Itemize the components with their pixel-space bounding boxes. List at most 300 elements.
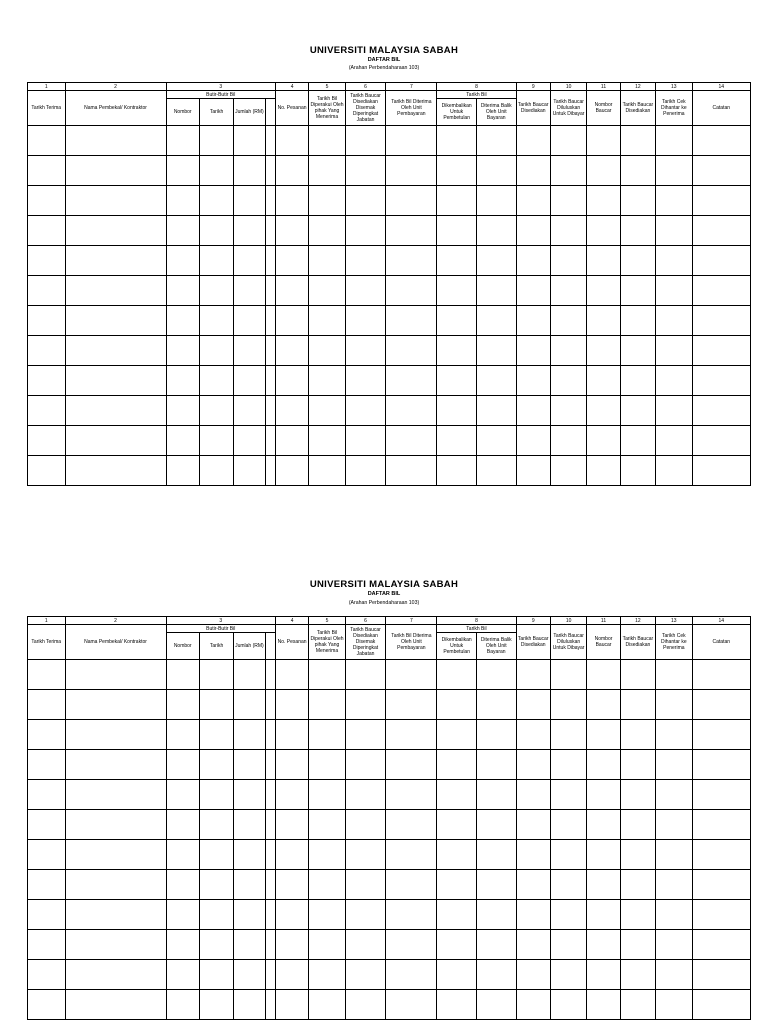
- table-cell[interactable]: [587, 426, 620, 456]
- table-cell[interactable]: [65, 426, 166, 456]
- table-cell[interactable]: [65, 366, 166, 396]
- table-cell[interactable]: [234, 720, 265, 750]
- table-cell[interactable]: [345, 336, 386, 366]
- table-cell[interactable]: [309, 216, 345, 246]
- table-cell[interactable]: [692, 960, 750, 990]
- table-cell[interactable]: [656, 990, 692, 1020]
- table-cell[interactable]: [166, 306, 199, 336]
- table-cell[interactable]: [28, 780, 66, 810]
- table-cell[interactable]: [516, 456, 550, 486]
- table-cell[interactable]: [476, 336, 516, 366]
- table-cell[interactable]: [65, 780, 166, 810]
- table-cell[interactable]: [199, 960, 233, 990]
- table-cell[interactable]: [166, 720, 199, 750]
- table-cell[interactable]: [692, 870, 750, 900]
- table-cell[interactable]: [309, 960, 345, 990]
- table-cell[interactable]: [587, 156, 620, 186]
- table-cell[interactable]: [437, 276, 477, 306]
- table-cell[interactable]: [234, 900, 265, 930]
- table-cell[interactable]: [587, 336, 620, 366]
- table-cell[interactable]: [587, 990, 620, 1020]
- table-cell[interactable]: [65, 246, 166, 276]
- table-cell[interactable]: [692, 720, 750, 750]
- table-cell[interactable]: [656, 750, 692, 780]
- table-cell[interactable]: [234, 960, 265, 990]
- table-cell[interactable]: [516, 870, 550, 900]
- table-cell[interactable]: [386, 750, 437, 780]
- table-cell[interactable]: [265, 456, 275, 486]
- table-cell[interactable]: [550, 216, 586, 246]
- table-cell[interactable]: [587, 216, 620, 246]
- table-cell[interactable]: [476, 960, 516, 990]
- table-cell[interactable]: [516, 750, 550, 780]
- table-cell[interactable]: [28, 840, 66, 870]
- table-cell[interactable]: [476, 396, 516, 426]
- table-cell[interactable]: [166, 750, 199, 780]
- table-cell[interactable]: [309, 900, 345, 930]
- table-cell[interactable]: [234, 750, 265, 780]
- table-cell[interactable]: [386, 336, 437, 366]
- table-cell[interactable]: [345, 276, 386, 306]
- table-cell[interactable]: [166, 780, 199, 810]
- table-cell[interactable]: [656, 840, 692, 870]
- table-cell[interactable]: [166, 840, 199, 870]
- table-cell[interactable]: [166, 810, 199, 840]
- table-cell[interactable]: [656, 900, 692, 930]
- table-cell[interactable]: [386, 840, 437, 870]
- table-cell[interactable]: [345, 396, 386, 426]
- table-cell[interactable]: [275, 750, 308, 780]
- table-cell[interactable]: [692, 156, 750, 186]
- table-cell[interactable]: [309, 690, 345, 720]
- table-cell[interactable]: [476, 216, 516, 246]
- table-cell[interactable]: [656, 810, 692, 840]
- table-cell[interactable]: [234, 660, 265, 690]
- table-cell[interactable]: [265, 840, 275, 870]
- table-cell[interactable]: [275, 216, 308, 246]
- table-cell[interactable]: [692, 810, 750, 840]
- table-cell[interactable]: [656, 660, 692, 690]
- table-cell[interactable]: [550, 750, 586, 780]
- table-cell[interactable]: [166, 990, 199, 1020]
- table-cell[interactable]: [166, 426, 199, 456]
- table-cell[interactable]: [275, 186, 308, 216]
- table-cell[interactable]: [309, 126, 345, 156]
- table-cell[interactable]: [550, 780, 586, 810]
- table-cell[interactable]: [620, 750, 655, 780]
- table-cell[interactable]: [28, 216, 66, 246]
- table-cell[interactable]: [265, 750, 275, 780]
- table-cell[interactable]: [386, 306, 437, 336]
- table-cell[interactable]: [550, 246, 586, 276]
- table-cell[interactable]: [265, 306, 275, 336]
- table-cell[interactable]: [309, 810, 345, 840]
- table-cell[interactable]: [265, 426, 275, 456]
- table-cell[interactable]: [550, 930, 586, 960]
- table-cell[interactable]: [275, 396, 308, 426]
- table-cell[interactable]: [476, 456, 516, 486]
- table-cell[interactable]: [265, 396, 275, 426]
- table-cell[interactable]: [265, 810, 275, 840]
- table-cell[interactable]: [587, 930, 620, 960]
- table-cell[interactable]: [437, 456, 477, 486]
- table-cell[interactable]: [476, 840, 516, 870]
- table-cell[interactable]: [28, 246, 66, 276]
- table-cell[interactable]: [476, 246, 516, 276]
- table-cell[interactable]: [516, 990, 550, 1020]
- table-cell[interactable]: [65, 336, 166, 366]
- table-cell[interactable]: [199, 156, 233, 186]
- table-cell[interactable]: [199, 396, 233, 426]
- table-cell[interactable]: [587, 126, 620, 156]
- table-cell[interactable]: [65, 216, 166, 246]
- table-cell[interactable]: [309, 276, 345, 306]
- table-cell[interactable]: [516, 810, 550, 840]
- table-cell[interactable]: [345, 456, 386, 486]
- table-cell[interactable]: [550, 990, 586, 1020]
- table-cell[interactable]: [275, 246, 308, 276]
- table-cell[interactable]: [516, 246, 550, 276]
- table-cell[interactable]: [309, 780, 345, 810]
- table-cell[interactable]: [265, 246, 275, 276]
- table-cell[interactable]: [28, 306, 66, 336]
- table-cell[interactable]: [234, 990, 265, 1020]
- table-cell[interactable]: [309, 990, 345, 1020]
- table-cell[interactable]: [656, 126, 692, 156]
- table-cell[interactable]: [620, 780, 655, 810]
- table-cell[interactable]: [275, 306, 308, 336]
- table-cell[interactable]: [476, 126, 516, 156]
- table-cell[interactable]: [345, 960, 386, 990]
- table-cell[interactable]: [199, 126, 233, 156]
- table-cell[interactable]: [199, 900, 233, 930]
- table-cell[interactable]: [345, 216, 386, 246]
- table-cell[interactable]: [516, 690, 550, 720]
- table-cell[interactable]: [65, 186, 166, 216]
- table-cell[interactable]: [265, 780, 275, 810]
- table-cell[interactable]: [476, 810, 516, 840]
- table-cell[interactable]: [692, 456, 750, 486]
- table-cell[interactable]: [166, 456, 199, 486]
- table-cell[interactable]: [166, 156, 199, 186]
- table-cell[interactable]: [620, 126, 655, 156]
- table-cell[interactable]: [476, 690, 516, 720]
- table-cell[interactable]: [550, 276, 586, 306]
- table-cell[interactable]: [65, 720, 166, 750]
- table-cell[interactable]: [234, 276, 265, 306]
- table-cell[interactable]: [309, 366, 345, 396]
- table-cell[interactable]: [516, 156, 550, 186]
- table-cell[interactable]: [587, 660, 620, 690]
- table-cell[interactable]: [692, 336, 750, 366]
- table-cell[interactable]: [265, 126, 275, 156]
- table-cell[interactable]: [656, 930, 692, 960]
- table-cell[interactable]: [516, 426, 550, 456]
- table-cell[interactable]: [275, 366, 308, 396]
- table-cell[interactable]: [587, 366, 620, 396]
- table-cell[interactable]: [587, 720, 620, 750]
- table-cell[interactable]: [620, 426, 655, 456]
- table-cell[interactable]: [587, 276, 620, 306]
- table-cell[interactable]: [234, 396, 265, 426]
- table-cell[interactable]: [620, 366, 655, 396]
- table-cell[interactable]: [234, 336, 265, 366]
- table-cell[interactable]: [550, 186, 586, 216]
- table-cell[interactable]: [275, 660, 308, 690]
- table-cell[interactable]: [437, 426, 477, 456]
- table-cell[interactable]: [345, 126, 386, 156]
- table-cell[interactable]: [516, 186, 550, 216]
- table-cell[interactable]: [692, 750, 750, 780]
- table-cell[interactable]: [516, 216, 550, 246]
- table-cell[interactable]: [516, 276, 550, 306]
- table-cell[interactable]: [28, 750, 66, 780]
- table-cell[interactable]: [265, 366, 275, 396]
- table-cell[interactable]: [28, 456, 66, 486]
- table-cell[interactable]: [656, 276, 692, 306]
- table-cell[interactable]: [620, 900, 655, 930]
- table-cell[interactable]: [234, 840, 265, 870]
- table-cell[interactable]: [516, 366, 550, 396]
- table-cell[interactable]: [275, 870, 308, 900]
- table-cell[interactable]: [199, 870, 233, 900]
- table-cell[interactable]: [234, 126, 265, 156]
- table-cell[interactable]: [28, 126, 66, 156]
- table-cell[interactable]: [28, 336, 66, 366]
- table-cell[interactable]: [476, 930, 516, 960]
- table-cell[interactable]: [345, 690, 386, 720]
- table-cell[interactable]: [550, 840, 586, 870]
- table-cell[interactable]: [275, 780, 308, 810]
- table-cell[interactable]: [275, 930, 308, 960]
- table-cell[interactable]: [28, 930, 66, 960]
- table-cell[interactable]: [386, 216, 437, 246]
- table-cell[interactable]: [65, 930, 166, 960]
- table-cell[interactable]: [65, 960, 166, 990]
- table-cell[interactable]: [692, 186, 750, 216]
- table-cell[interactable]: [309, 306, 345, 336]
- table-cell[interactable]: [166, 366, 199, 396]
- table-cell[interactable]: [166, 690, 199, 720]
- table-cell[interactable]: [550, 366, 586, 396]
- table-cell[interactable]: [437, 366, 477, 396]
- table-cell[interactable]: [620, 216, 655, 246]
- table-cell[interactable]: [437, 126, 477, 156]
- table-cell[interactable]: [28, 990, 66, 1020]
- table-cell[interactable]: [309, 156, 345, 186]
- table-cell[interactable]: [620, 396, 655, 426]
- table-cell[interactable]: [234, 780, 265, 810]
- table-cell[interactable]: [65, 306, 166, 336]
- table-cell[interactable]: [587, 690, 620, 720]
- table-cell[interactable]: [476, 306, 516, 336]
- table-cell[interactable]: [345, 900, 386, 930]
- table-cell[interactable]: [516, 660, 550, 690]
- table-cell[interactable]: [65, 990, 166, 1020]
- table-cell[interactable]: [692, 216, 750, 246]
- table-cell[interactable]: [199, 750, 233, 780]
- table-cell[interactable]: [476, 750, 516, 780]
- table-cell[interactable]: [199, 660, 233, 690]
- table-cell[interactable]: [28, 396, 66, 426]
- table-cell[interactable]: [275, 810, 308, 840]
- table-cell[interactable]: [65, 156, 166, 186]
- table-cell[interactable]: [265, 900, 275, 930]
- table-cell[interactable]: [437, 840, 477, 870]
- table-cell[interactable]: [166, 186, 199, 216]
- table-cell[interactable]: [386, 720, 437, 750]
- table-cell[interactable]: [345, 870, 386, 900]
- table-cell[interactable]: [265, 930, 275, 960]
- table-cell[interactable]: [550, 720, 586, 750]
- table-cell[interactable]: [199, 246, 233, 276]
- table-cell[interactable]: [656, 456, 692, 486]
- table-cell[interactable]: [275, 960, 308, 990]
- table-cell[interactable]: [692, 930, 750, 960]
- table-cell[interactable]: [199, 186, 233, 216]
- table-cell[interactable]: [265, 186, 275, 216]
- table-cell[interactable]: [166, 960, 199, 990]
- table-cell[interactable]: [28, 426, 66, 456]
- table-cell[interactable]: [620, 456, 655, 486]
- table-cell[interactable]: [65, 840, 166, 870]
- table-cell[interactable]: [692, 840, 750, 870]
- table-cell[interactable]: [656, 870, 692, 900]
- table-cell[interactable]: [550, 336, 586, 366]
- table-cell[interactable]: [65, 750, 166, 780]
- table-cell[interactable]: [476, 156, 516, 186]
- table-cell[interactable]: [620, 306, 655, 336]
- table-cell[interactable]: [28, 870, 66, 900]
- table-cell[interactable]: [309, 930, 345, 960]
- table-cell[interactable]: [476, 186, 516, 216]
- table-cell[interactable]: [275, 720, 308, 750]
- table-cell[interactable]: [437, 336, 477, 366]
- table-cell[interactable]: [309, 336, 345, 366]
- table-cell[interactable]: [234, 456, 265, 486]
- table-cell[interactable]: [386, 900, 437, 930]
- table-cell[interactable]: [199, 780, 233, 810]
- table-cell[interactable]: [692, 660, 750, 690]
- table-cell[interactable]: [516, 780, 550, 810]
- table-cell[interactable]: [386, 246, 437, 276]
- table-cell[interactable]: [656, 780, 692, 810]
- table-cell[interactable]: [199, 810, 233, 840]
- table-cell[interactable]: [386, 276, 437, 306]
- table-cell[interactable]: [550, 960, 586, 990]
- table-cell[interactable]: [437, 990, 477, 1020]
- table-cell[interactable]: [275, 156, 308, 186]
- table-cell[interactable]: [437, 720, 477, 750]
- table-cell[interactable]: [28, 960, 66, 990]
- table-cell[interactable]: [234, 246, 265, 276]
- table-cell[interactable]: [550, 870, 586, 900]
- table-cell[interactable]: [437, 900, 477, 930]
- table-cell[interactable]: [199, 990, 233, 1020]
- table-cell[interactable]: [620, 840, 655, 870]
- table-cell[interactable]: [386, 960, 437, 990]
- table-cell[interactable]: [275, 456, 308, 486]
- table-cell[interactable]: [234, 156, 265, 186]
- table-cell[interactable]: [620, 276, 655, 306]
- table-cell[interactable]: [656, 336, 692, 366]
- table-cell[interactable]: [199, 276, 233, 306]
- table-cell[interactable]: [587, 306, 620, 336]
- table-cell[interactable]: [199, 690, 233, 720]
- table-cell[interactable]: [437, 186, 477, 216]
- table-cell[interactable]: [437, 216, 477, 246]
- table-cell[interactable]: [437, 156, 477, 186]
- table-cell[interactable]: [550, 900, 586, 930]
- table-cell[interactable]: [692, 690, 750, 720]
- table-cell[interactable]: [692, 246, 750, 276]
- table-cell[interactable]: [199, 840, 233, 870]
- table-cell[interactable]: [309, 186, 345, 216]
- table-cell[interactable]: [265, 336, 275, 366]
- table-cell[interactable]: [309, 840, 345, 870]
- table-cell[interactable]: [345, 246, 386, 276]
- table-cell[interactable]: [550, 810, 586, 840]
- table-cell[interactable]: [345, 720, 386, 750]
- table-cell[interactable]: [550, 306, 586, 336]
- table-cell[interactable]: [309, 456, 345, 486]
- table-cell[interactable]: [199, 720, 233, 750]
- table-cell[interactable]: [28, 366, 66, 396]
- table-cell[interactable]: [620, 870, 655, 900]
- table-cell[interactable]: [476, 660, 516, 690]
- table-cell[interactable]: [166, 216, 199, 246]
- table-cell[interactable]: [620, 156, 655, 186]
- table-cell[interactable]: [692, 396, 750, 426]
- table-cell[interactable]: [437, 810, 477, 840]
- table-cell[interactable]: [656, 216, 692, 246]
- table-cell[interactable]: [309, 426, 345, 456]
- table-cell[interactable]: [234, 216, 265, 246]
- table-cell[interactable]: [65, 900, 166, 930]
- table-cell[interactable]: [550, 456, 586, 486]
- table-cell[interactable]: [234, 306, 265, 336]
- table-cell[interactable]: [587, 810, 620, 840]
- table-cell[interactable]: [345, 660, 386, 690]
- table-cell[interactable]: [516, 126, 550, 156]
- table-cell[interactable]: [386, 456, 437, 486]
- table-cell[interactable]: [345, 426, 386, 456]
- table-cell[interactable]: [28, 900, 66, 930]
- table-cell[interactable]: [345, 750, 386, 780]
- table-cell[interactable]: [437, 930, 477, 960]
- table-cell[interactable]: [476, 900, 516, 930]
- table-cell[interactable]: [692, 990, 750, 1020]
- table-cell[interactable]: [437, 780, 477, 810]
- table-cell[interactable]: [275, 900, 308, 930]
- table-cell[interactable]: [265, 276, 275, 306]
- table-cell[interactable]: [65, 660, 166, 690]
- table-cell[interactable]: [587, 900, 620, 930]
- table-cell[interactable]: [234, 810, 265, 840]
- table-cell[interactable]: [550, 660, 586, 690]
- table-cell[interactable]: [550, 396, 586, 426]
- table-cell[interactable]: [692, 900, 750, 930]
- table-cell[interactable]: [656, 186, 692, 216]
- table-cell[interactable]: [345, 810, 386, 840]
- table-cell[interactable]: [166, 870, 199, 900]
- table-cell[interactable]: [587, 960, 620, 990]
- table-cell[interactable]: [476, 426, 516, 456]
- table-cell[interactable]: [476, 276, 516, 306]
- table-cell[interactable]: [345, 186, 386, 216]
- table-cell[interactable]: [265, 216, 275, 246]
- table-cell[interactable]: [309, 720, 345, 750]
